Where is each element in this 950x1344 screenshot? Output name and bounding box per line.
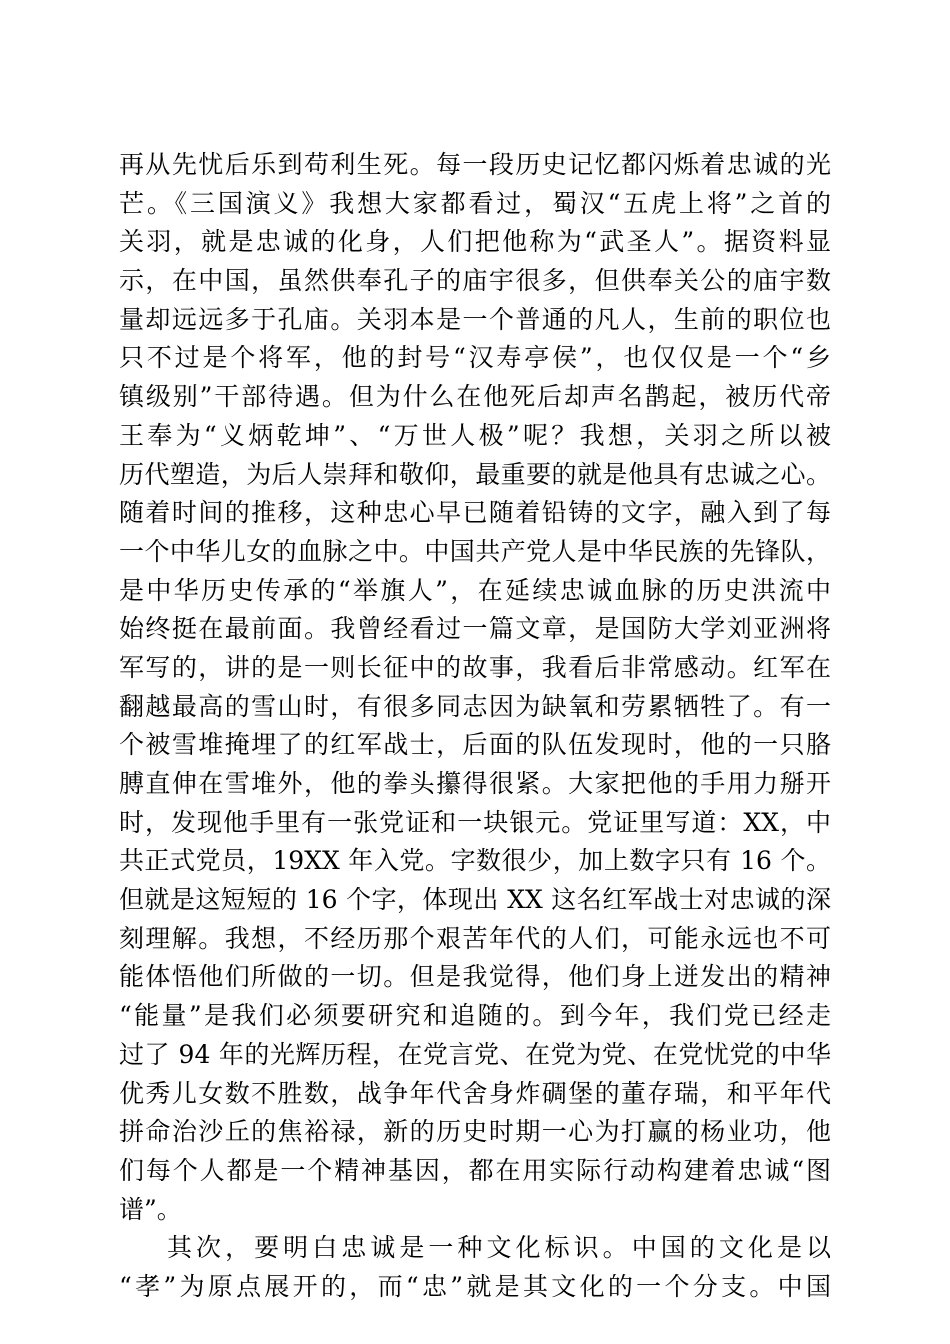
text-line: 量却远远多于孔庙。关羽本是一个普通的凡人，生前的职位也 bbox=[119, 304, 831, 334]
text-line: 军写的，讲的是一则长征中的故事，我看后非常感动。红军在 bbox=[119, 652, 831, 682]
text-line: “能量”是我们必须要研究和追随的。到今年，我们党已经走 bbox=[119, 1001, 831, 1031]
text-line: 膊直伸在雪堆外，他的拳头攥得很紧。大家把他的手用力掰开 bbox=[119, 769, 831, 798]
text-line: 始终挺在最前面。我曾经看过一篇文章，是国防大学刘亚洲将 bbox=[119, 614, 831, 644]
text-line: 芒。《三国演义》我想大家都看过，蜀汉“五虎上将”之首的 bbox=[119, 188, 831, 218]
text-line: 是中华历史传承的“举旗人”，在延续忠诚血脉的历史洪流中 bbox=[119, 575, 831, 605]
text-line: 但就是这短短的 16 个字，体现出 XX 这名红军战士对忠诚的深 bbox=[119, 885, 831, 915]
text-line: 翻越最高的雪山时，有很多同志因为缺氧和劳累牺牲了。有一 bbox=[119, 691, 831, 721]
text-line: 能体悟他们所做的一切。但是我觉得，他们身上迸发出的精神 bbox=[119, 962, 831, 992]
text-line: 个被雪堆掩埋了的红军战士，后面的队伍发现时，他的一只胳 bbox=[119, 730, 831, 760]
text-line: 随着时间的推移，这种忠心早已随着铅铸的文字，融入到了每 bbox=[119, 498, 831, 528]
body-text bbox=[119, 146, 831, 1307]
text-line: 时，发现他手里有一张党证和一块银元。党证里写道：XX，中 bbox=[119, 807, 831, 837]
text-line: 刻理解。我想，不经历那个艰苦年代的人们，可能永远也不可 bbox=[119, 923, 831, 953]
text-line: 王奉为“义炳乾坤”、“万世人极”呢？我想，关羽之所以被 bbox=[119, 420, 831, 450]
text-line: 其次，要明白忠诚是一种文化标识。中国的文化是以 bbox=[119, 1233, 831, 1263]
text-line: 共正式党员，19XX 年入党。字数很少，加上数字只有 16 个。 bbox=[119, 846, 831, 876]
text-line: 拼命治沙丘的焦裕禄，新的历史时期一心为打赢的杨业功，他 bbox=[119, 1117, 831, 1147]
text-line: 只不过是个将军，他的封号“汉寿亭侯”，也仅仅是一个“乡 bbox=[119, 343, 831, 373]
text-line: 们每个人都是一个精神基因，都在用实际行动构建着忠诚“图 bbox=[119, 1155, 831, 1185]
text-line: 一个中华儿女的血脉之中。中国共产党人是中华民族的先锋队， bbox=[119, 536, 831, 566]
text-line: 历代塑造，为后人崇拜和敬仰，最重要的就是他具有忠诚之心。 bbox=[119, 459, 831, 489]
text-line: 镇级别”干部待遇。但为什么在他死后却声名鹊起，被历代帝 bbox=[119, 382, 831, 412]
text-line: 再从先忧后乐到苟利生死。每一段历史记忆都闪烁着忠诚的光 bbox=[119, 150, 831, 179]
text-line: 过了 94 年的光辉历程，在党言党、在党为党、在党忧党的中华 bbox=[119, 1039, 831, 1069]
text-line: 谱”。 bbox=[119, 1194, 182, 1224]
text-line: 优秀儿女数不胜数，战争年代舍身炸碉堡的董存瑞，和平年代 bbox=[119, 1078, 831, 1108]
text-line: “孝”为原点展开的，而“忠”就是其文化的一个分支。中国 bbox=[119, 1271, 831, 1301]
text-line: 关羽，就是忠诚的化身，人们把他称为“武圣人”。据资料显 bbox=[119, 227, 831, 257]
text-line: 示，在中国，虽然供奉孔子的庙宇很多，但供奉关公的庙宇数 bbox=[119, 266, 831, 296]
